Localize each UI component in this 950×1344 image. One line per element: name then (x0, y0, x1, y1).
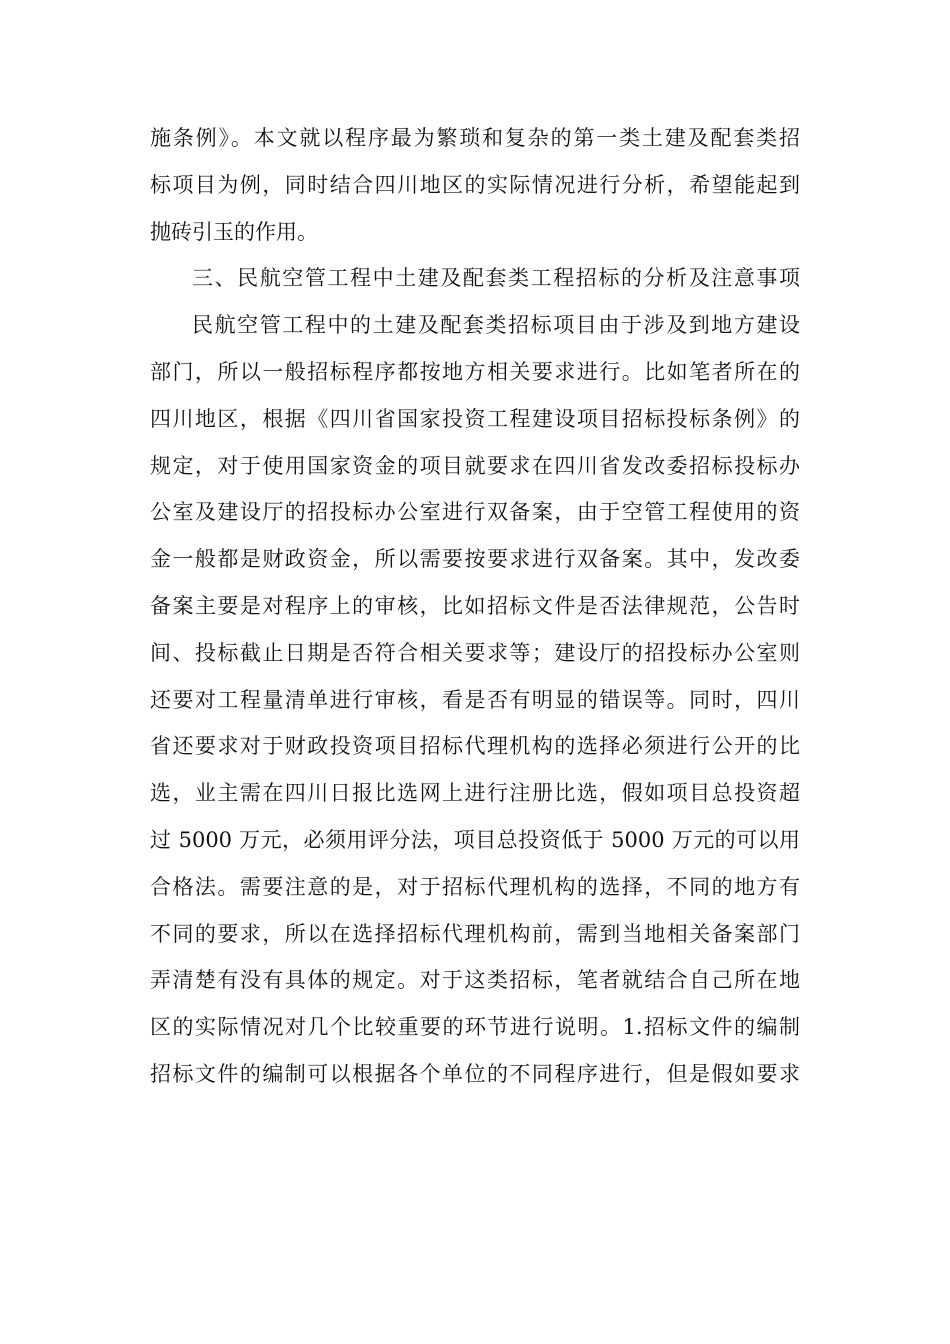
text-line-8: 规定，对于使用国家资金的项目就要求在四川省发改委招标投标办 (150, 453, 800, 478)
section-heading: 三、民航空管工程中土建及配套类工程招标的分析及注意事项 (192, 266, 800, 291)
text-line-16: 过 5000 万元，必须用评分法，项目总投资低于 5000 万元的可以用 (150, 827, 800, 852)
text-line-15: 选，业主需在四川日报比选网上进行注册比选，假如项目总投资超 (150, 781, 800, 806)
text-line-18: 不同的要求，所以在选择招标代理机构前，需到当地相关备案部门 (150, 921, 800, 946)
text-line-1: 施条例》。本文就以程序最为繁琐和复杂的第一类土建及配套类招 (150, 126, 800, 150)
text-line-17: 合格法。需要注意的是，对于招标代理机构的选择，不同的地方有 (150, 874, 800, 899)
text-line-3: 抛砖引玉的作用。 (150, 219, 318, 244)
text-line-2: 标项目为例，同时结合四川地区的实际情况进行分析，希望能起到 (150, 172, 800, 197)
text-line-20: 区的实际情况对几个比较重要的环节进行说明。1.招标文件的编制 (150, 1015, 800, 1040)
text-line-9: 公室及建设厅的招投标办公室进行双备案，由于空管工程使用的资 (150, 500, 800, 525)
text-line-14: 省还要求对于财政投资项目招标代理机构的选择必须进行公开的比 (150, 734, 800, 759)
body-text (150, 115, 800, 1098)
text-line-21: 招标文件的编制可以根据各个单位的不同程序进行，但是假如要求 (150, 1061, 800, 1086)
text-line-5: 民航空管工程中的土建及配套类招标项目由于涉及到地方建设 (192, 313, 800, 338)
text-line-7: 四川地区，根据《四川省国家投资工程建设项目招标投标条例》的 (150, 406, 800, 431)
text-line-11: 备案主要是对程序上的审核，比如招标文件是否法律规范，公告时 (150, 593, 800, 618)
text-line-13: 还要对工程量清单进行审核，看是否有明显的错误等。同时，四川 (150, 687, 800, 712)
text-line-10: 金一般都是财政资金，所以需要按要求进行双备案。其中，发改委 (150, 547, 800, 572)
text-line-19: 弄清楚有没有具体的规定。对于这类招标，笔者就结合自己所在地 (150, 968, 800, 993)
text-line-6: 部门，所以一般招标程序都按地方相关要求进行。比如笔者所在的 (150, 359, 800, 384)
text-line-12: 间、投标截止日期是否符合相关要求等；建设厅的招投标办公室则 (150, 640, 800, 665)
